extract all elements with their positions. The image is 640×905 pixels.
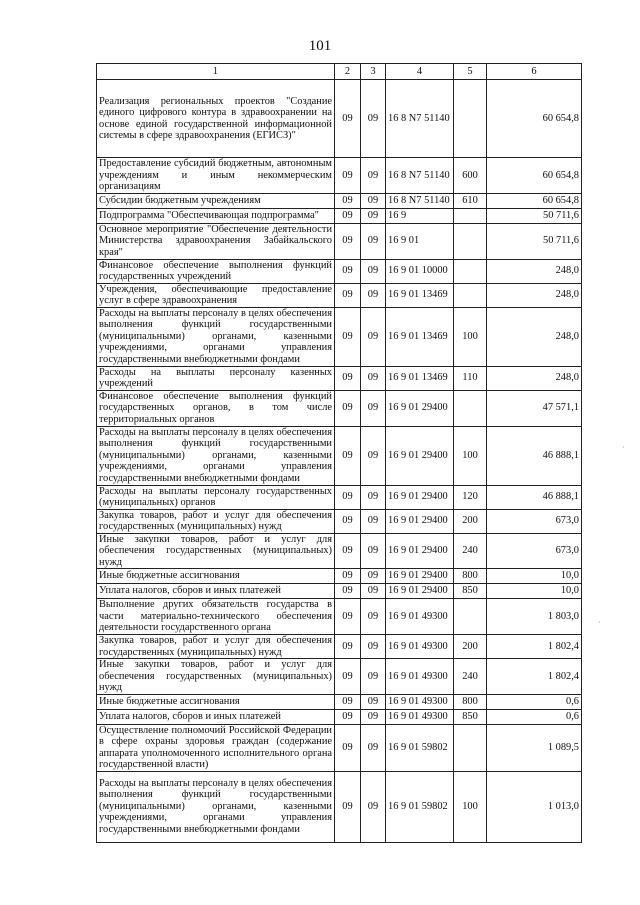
table-row — [97, 223, 582, 259]
row-subsection: 09 — [361, 569, 386, 584]
row-target-code: 16 9 01 49300 — [386, 635, 454, 659]
table-row — [97, 599, 582, 635]
table-row — [97, 635, 582, 659]
row-name: Расходы на выплаты персоналу в целях обеспечения выполнения функций государственными (муниципальными) органами, казенными учреждениями, органами управления государственными внебюджетными фондами — [97, 426, 335, 485]
row-subsection: 09 — [361, 709, 386, 724]
row-expense-type: 120 — [454, 485, 487, 509]
row-expense-type — [454, 259, 487, 283]
table-row — [97, 659, 582, 695]
row-amount: 248,0 — [487, 283, 582, 307]
row-expense-type — [454, 283, 487, 307]
row-name: Финансовое обеспечение выполнения функций государственных органов, в том числе территориальных органов — [97, 390, 335, 426]
row-section: 09 — [335, 509, 361, 533]
row-target-code: 16 9 01 13469 — [386, 283, 454, 307]
table-row — [97, 366, 582, 390]
row-target-code: 16 9 01 10000 — [386, 259, 454, 283]
row-target-code: 16 8 N7 51140 — [386, 158, 454, 194]
row-subsection: 09 — [361, 208, 386, 223]
row-subsection: 09 — [361, 426, 386, 485]
row-name: Расходы на выплаты персоналу государственных (муниципальных) органов — [97, 485, 335, 509]
row-expense-type: 100 — [454, 307, 487, 366]
row-name: Финансовое обеспечение выполнения функций государственных учреждений — [97, 259, 335, 283]
row-subsection: 09 — [361, 599, 386, 635]
scan-speck: · — [598, 618, 601, 627]
table-row — [97, 426, 582, 485]
row-amount: 1 013,0 — [487, 771, 582, 842]
col-header-subsection: 3 — [361, 64, 386, 80]
row-section: 09 — [335, 307, 361, 366]
row-expense-type: 800 — [454, 694, 487, 709]
row-expense-type: 800 — [454, 569, 487, 584]
table-row — [97, 569, 582, 584]
row-name: Иные закупки товаров, работ и услуг для обеспечения государственных (муниципальных) нужд — [97, 659, 335, 695]
table-row — [97, 509, 582, 533]
row-target-code: 16 9 01 49300 — [386, 659, 454, 695]
row-expense-type: 100 — [454, 771, 487, 842]
row-section: 09 — [335, 426, 361, 485]
row-amount: 1 802,4 — [487, 659, 582, 695]
row-expense-type: 240 — [454, 533, 487, 569]
row-subsection: 09 — [361, 533, 386, 569]
row-name: Расходы на выплаты персоналу в целях обеспечения выполнения функций государственными (муниципальными) органами, казенными учреждениями, органами управления государственными внебюджетными фондами — [97, 771, 335, 842]
row-name: Учреждения, обеспечивающие предоставление услуг в сфере здравоохранения — [97, 283, 335, 307]
row-name: Уплата налогов, сборов и иных платежей — [97, 584, 335, 599]
row-amount: 673,0 — [487, 509, 582, 533]
row-target-code: 16 9 01 — [386, 223, 454, 259]
row-subsection: 09 — [361, 366, 386, 390]
row-section: 09 — [335, 283, 361, 307]
row-amount: 1 089,5 — [487, 724, 582, 771]
row-section: 09 — [335, 158, 361, 194]
row-subsection: 09 — [361, 307, 386, 366]
row-name: Осуществление полномочий Российской Федерации в сфере охраны здоровья граждан (содержание аппарата уполномоченного исполнительного органа государственной власти) — [97, 724, 335, 771]
row-amount: 50 711,6 — [487, 223, 582, 259]
row-amount: 1 803,0 — [487, 599, 582, 635]
row-amount: 60 654,8 — [487, 80, 582, 158]
row-amount: 50 711,6 — [487, 208, 582, 223]
table-row — [97, 193, 582, 208]
row-target-code: 16 9 01 49300 — [386, 694, 454, 709]
row-section: 09 — [335, 771, 361, 842]
row-section: 09 — [335, 694, 361, 709]
row-subsection: 09 — [361, 80, 386, 158]
col-header-amount: 6 — [487, 64, 582, 80]
row-amount: 248,0 — [487, 366, 582, 390]
row-section: 09 — [335, 569, 361, 584]
budget-table — [96, 63, 582, 843]
table-header-row — [97, 64, 582, 80]
row-subsection: 09 — [361, 771, 386, 842]
row-section: 09 — [335, 709, 361, 724]
table-row — [97, 80, 582, 158]
row-target-code: 16 9 01 59802 — [386, 771, 454, 842]
table-row — [97, 283, 582, 307]
row-amount: 10,0 — [487, 569, 582, 584]
col-header-name: 1 — [97, 64, 335, 80]
row-name: Основное мероприятие "Обеспечение деятельности Министерства здравоохранения Забайкальского края" — [97, 223, 335, 259]
row-target-code: 16 8 N7 51140 — [386, 80, 454, 158]
row-section: 09 — [335, 635, 361, 659]
row-name: Расходы на выплаты персоналу казенных учреждений — [97, 366, 335, 390]
row-target-code: 16 9 01 29400 — [386, 509, 454, 533]
table-row — [97, 485, 582, 509]
row-target-code: 16 9 01 29400 — [386, 390, 454, 426]
row-expense-type: 240 — [454, 659, 487, 695]
row-expense-type: 850 — [454, 584, 487, 599]
row-amount: 0,6 — [487, 694, 582, 709]
row-name: Расходы на выплаты персоналу в целях обеспечения выполнения функций государственными (муниципальными) органами, казенными учреждениями, органами управления государственными внебюджетными фондами — [97, 307, 335, 366]
row-amount: 673,0 — [487, 533, 582, 569]
col-header-section: 2 — [335, 64, 361, 80]
row-amount: 1 802,4 — [487, 635, 582, 659]
row-name: Иные закупки товаров, работ и услуг для обеспечения государственных (муниципальных) нужд — [97, 533, 335, 569]
row-section: 09 — [335, 208, 361, 223]
row-subsection: 09 — [361, 158, 386, 194]
table-row — [97, 307, 582, 366]
row-expense-type: 100 — [454, 426, 487, 485]
page-number: 101 — [308, 38, 332, 54]
row-name: Выполнение других обязательств государства в части материально-технического обеспечения деятельности государственного органа — [97, 599, 335, 635]
table-row — [97, 724, 582, 771]
row-section: 09 — [335, 584, 361, 599]
row-name: Субсидии бюджетным учреждениям — [97, 193, 335, 208]
row-target-code: 16 9 — [386, 208, 454, 223]
row-target-code: 16 9 01 49300 — [386, 599, 454, 635]
row-amount: 0,6 — [487, 709, 582, 724]
row-expense-type: 110 — [454, 366, 487, 390]
row-target-code: 16 8 N7 51140 — [386, 193, 454, 208]
table-row — [97, 533, 582, 569]
table-row — [97, 584, 582, 599]
row-subsection: 09 — [361, 635, 386, 659]
row-amount: 10,0 — [487, 584, 582, 599]
row-target-code: 16 9 01 29400 — [386, 533, 454, 569]
table-row — [97, 208, 582, 223]
row-expense-type: 610 — [454, 193, 487, 208]
row-target-code: 16 9 01 13469 — [386, 366, 454, 390]
row-name: Подпрограмма "Обеспечивающая подпрограмма" — [97, 208, 335, 223]
row-section: 09 — [335, 485, 361, 509]
row-expense-type — [454, 599, 487, 635]
row-amount: 248,0 — [487, 307, 582, 366]
row-expense-type — [454, 390, 487, 426]
row-amount: 60 654,8 — [487, 193, 582, 208]
table-row — [97, 390, 582, 426]
row-name: Иные бюджетные ассигнования — [97, 694, 335, 709]
row-section: 09 — [335, 223, 361, 259]
table-row — [97, 694, 582, 709]
row-subsection: 09 — [361, 584, 386, 599]
row-subsection: 09 — [361, 724, 386, 771]
row-amount: 46 888,1 — [487, 426, 582, 485]
row-section: 09 — [335, 366, 361, 390]
row-amount: 60 654,8 — [487, 158, 582, 194]
row-expense-type: 850 — [454, 709, 487, 724]
row-section: 09 — [335, 193, 361, 208]
row-name: Закупка товаров, работ и услуг для обеспечения государственных (муниципальных) нужд — [97, 635, 335, 659]
col-header-expense-type: 5 — [454, 64, 487, 80]
row-subsection: 09 — [361, 223, 386, 259]
row-subsection: 09 — [361, 283, 386, 307]
row-subsection: 09 — [361, 694, 386, 709]
row-subsection: 09 — [361, 193, 386, 208]
row-expense-type — [454, 724, 487, 771]
row-name: Закупка товаров, работ и услуг для обеспечения государственных (муниципальных) нужд — [97, 509, 335, 533]
table-row — [97, 709, 582, 724]
table-row — [97, 771, 582, 842]
row-amount: 46 888,1 — [487, 485, 582, 509]
row-section: 09 — [335, 724, 361, 771]
row-name: Предоставление субсидий бюджетным, автономным учреждениям и иным некоммерческим организациям — [97, 158, 335, 194]
row-subsection: 09 — [361, 659, 386, 695]
scan-speck: · — [622, 443, 625, 452]
row-section: 09 — [335, 599, 361, 635]
row-section: 09 — [335, 659, 361, 695]
row-section: 09 — [335, 533, 361, 569]
row-subsection: 09 — [361, 259, 386, 283]
row-target-code: 16 9 01 29400 — [386, 426, 454, 485]
row-expense-type — [454, 80, 487, 158]
row-name: Реализация региональных проектов "Создание единого цифрового контура в здравоохранении на основе единой государственной информационной системы в сфере здравоохранения (ЕГИСЗ)" — [97, 80, 335, 158]
table-body — [97, 80, 582, 843]
row-target-code: 16 9 01 49300 — [386, 709, 454, 724]
row-amount: 248,0 — [487, 259, 582, 283]
row-subsection: 09 — [361, 509, 386, 533]
table-row — [97, 158, 582, 194]
row-expense-type — [454, 223, 487, 259]
row-section: 09 — [335, 259, 361, 283]
row-target-code: 16 9 01 29400 — [386, 485, 454, 509]
row-name: Иные бюджетные ассигнования — [97, 569, 335, 584]
row-expense-type: 200 — [454, 509, 487, 533]
row-expense-type — [454, 208, 487, 223]
row-name: Уплата налогов, сборов и иных платежей — [97, 709, 335, 724]
col-header-target-code: 4 — [386, 64, 454, 80]
row-amount: 47 571,1 — [487, 390, 582, 426]
row-target-code: 16 9 01 29400 — [386, 584, 454, 599]
row-target-code: 16 9 01 59802 — [386, 724, 454, 771]
table-row — [97, 259, 582, 283]
row-expense-type: 200 — [454, 635, 487, 659]
row-target-code: 16 9 01 13469 — [386, 307, 454, 366]
row-section: 09 — [335, 80, 361, 158]
row-section: 09 — [335, 390, 361, 426]
row-subsection: 09 — [361, 485, 386, 509]
row-expense-type: 600 — [454, 158, 487, 194]
row-subsection: 09 — [361, 390, 386, 426]
row-target-code: 16 9 01 29400 — [386, 569, 454, 584]
